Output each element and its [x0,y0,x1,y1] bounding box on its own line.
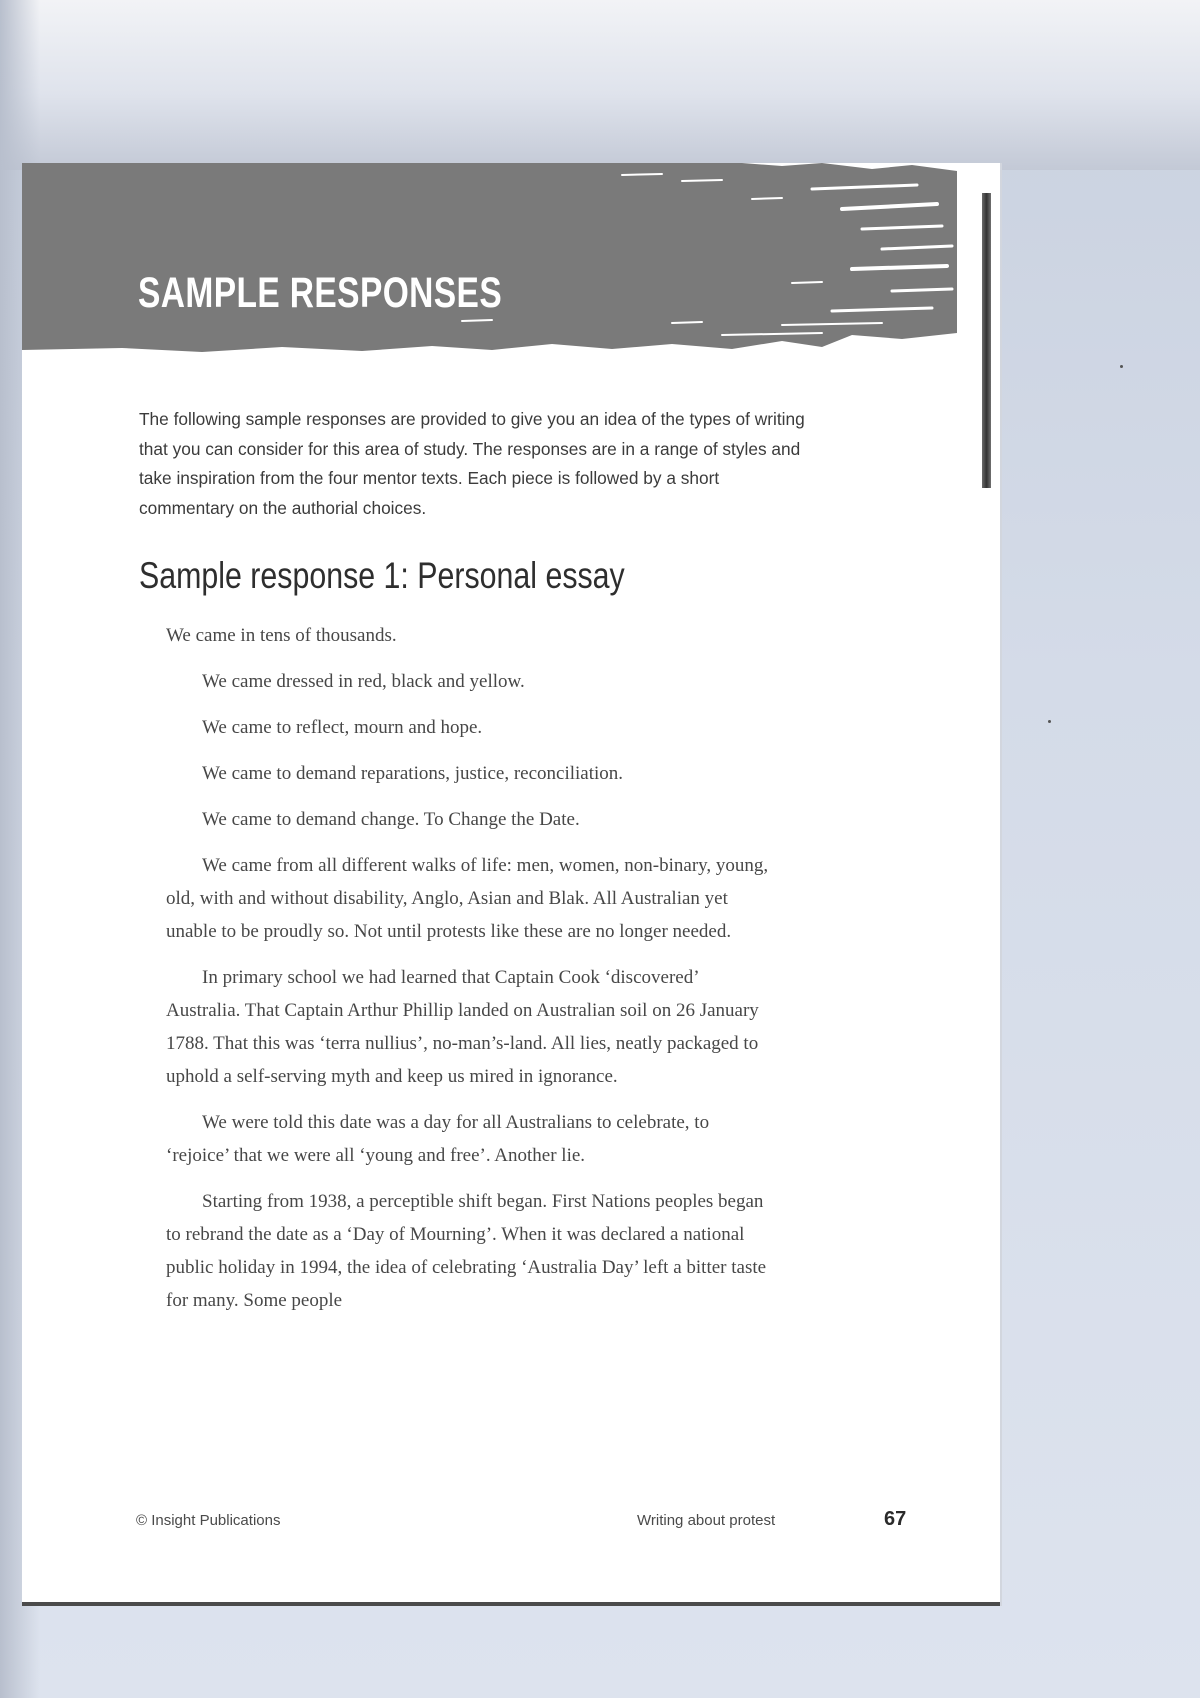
page-footer [22,1508,1000,1538]
essay-paragraph: Starting from 1938, a perceptible shift began. First Nations peoples began to rebrand the date as a ‘Day of Mourning’. When it was declared a national public holiday in 1994, the idea of celebrating ‘Australia Day’ left a bitter taste for many. Some people [166,1191,767,1311]
header-banner [22,163,1000,378]
page-bottom-rule [22,1602,1000,1606]
page-edge-marker [982,193,991,488]
essay-paragraph: We came to reflect, mourn and hope. [202,717,483,738]
page-number: 67 [884,1508,907,1530]
essay-paragraph: We came from all different walks of life: men, women, non-binary, young, old, with and without disability, Anglo, Asian and Blak. All Australian yet unable to be proudly so. Not until protests like these are no longer needed. [166,855,769,942]
scan-background-top [0,0,1200,170]
scan-speck [1120,365,1123,368]
footer-subject: Writing about protest [637,1512,776,1529]
essay-paragraph: We came in tens of thousands. [166,625,397,646]
essay-paragraph: We came to demand change. To Change the Date. [202,809,580,830]
footer-copyright: © Insight Publications [136,1512,281,1529]
section-heading: Sample response 1: Personal essay [139,555,625,596]
essay-body [166,619,776,1330]
essay-paragraph: We came dressed in red, black and yellow. [202,671,525,692]
scan-speck [1048,720,1051,723]
essay-paragraph: We came to demand reparations, justice, reconciliation. [202,763,624,784]
essay-paragraph: In primary school we had learned that Captain Cook ‘discovered’ Australia. That Captain Arthur Phillip landed on Australian soil on 26 January 1788. That this was ‘terra nullius’, no-man’s-land. All lies, neatly packaged to uphold a self-serving myth and keep us mired in ignorance. [166,967,759,1087]
intro-paragraph: The following sample responses are provided to give you an idea of the types of writing that you can consider for this area of study. The responses are in a range of styles and take inspiration from the four mentor texts. Each piece is followed by a short commentary on the authorial choices. [139,409,805,518]
page-title: SAMPLE RESPONSES [138,269,503,317]
essay-paragraph: We were told this date was a day for all Australians to celebrate, to ‘rejoice’ that we were all ‘young and free’. Another lie. [166,1112,710,1166]
